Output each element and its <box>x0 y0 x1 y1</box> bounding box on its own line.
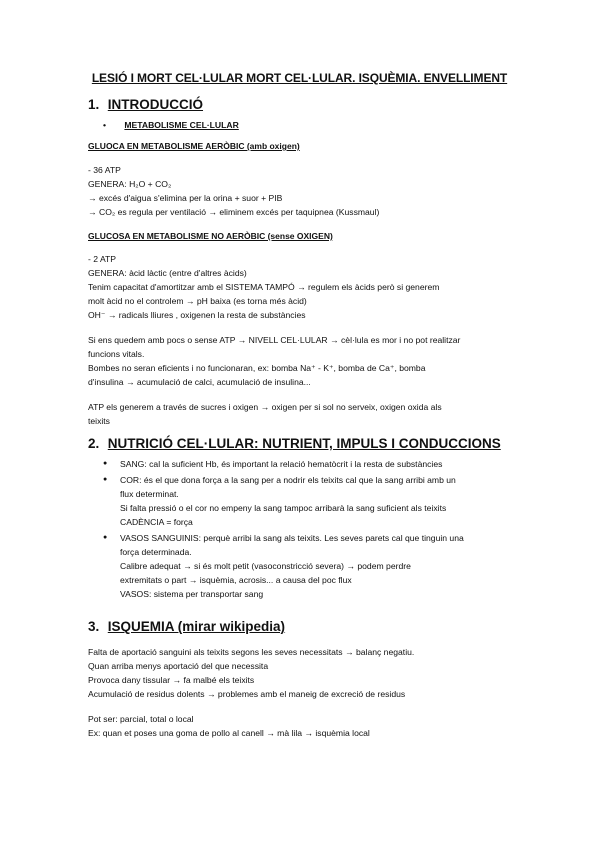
section-3-title: ISQUEMIA (mirar wikipedia) <box>107 619 286 634</box>
paragraph-line: Provoca dany tissular → fa malbé els teixits <box>88 675 255 685</box>
aerobic-line: GENERA: H₂O + CO₂ <box>88 179 172 189</box>
list-item-continuation: flux determinat. <box>120 489 179 499</box>
paragraph-line: Ex: quan et poses una goma de pollo al canell → mà lila → isquèmia local <box>88 728 370 738</box>
list-item-text: VASOS SANGUINIS: perquè arribi la sang als teixits. Les seves parets cal que tinguin una <box>120 533 464 543</box>
paragraph-line: Acumulació de residus dolents → problemes amb el maneig de excreció de residus <box>88 689 406 699</box>
anaerobic-line: Tenim capacitat d'amortitzar amb el SISTEMA TAMPÓ → regulem els àcids però si generem <box>88 282 440 292</box>
list-item-text: SANG: cal la suficient Hb, és important la relació hematòcrit i la resta de substàncies <box>120 459 443 469</box>
bullet-icon: ● <box>103 460 108 467</box>
section-2-number: 2. <box>88 436 100 451</box>
section-1-title: INTRODUCCIÓ <box>107 97 204 112</box>
bullet-icon: ● <box>103 476 108 483</box>
aerobic-line: → CO₂ es regula per ventilació → eliminem excés per taquipnea (Kussmaul) <box>88 207 380 217</box>
paragraph-line: teixits <box>88 416 110 426</box>
list-item-continuation: VASOS: sistema per transportar sang <box>120 589 264 599</box>
paragraph-line: Si ens quedem amb pocs o sense ATP → NIVELL CEL·LULAR → cèl·lula es mor i no pot realitzar <box>88 335 461 345</box>
bullet-icon: ● <box>103 534 108 541</box>
anaerobic-line: - 2 ATP <box>88 254 117 264</box>
section-3-number: 3. <box>88 619 100 634</box>
anaerobic-line: GENERA: àcid làctic (entre d'altres àcids) <box>88 268 247 278</box>
paragraph-line: Bombes no seran eficients i no funcionaran, ex: bomba Na⁺ - K⁺, bomba de Ca⁺, bomba <box>88 363 426 373</box>
list-item-continuation: extremitats o part → isquèmia, acrosis... a causa del poc flux <box>120 575 352 585</box>
aerobic-line: - 36 ATP <box>88 165 121 175</box>
bullet-icon: • <box>103 120 107 130</box>
anaerobic-line: molt àcid no el controlem → pH baixa (es torna més àcid) <box>88 296 307 306</box>
section-3-heading <box>88 619 285 634</box>
document-title: LESIÓ I MORT CEL·LULAR MORT CEL·LULAR. ISQUÈMIA. ENVELLIMENT <box>91 71 508 85</box>
section-1-number: 1. <box>88 97 100 112</box>
anaerobic-line: OH⁻ → radicals lliures , oxigenen la resta de substàncies <box>88 310 306 320</box>
section-2-title: NUTRICIÓ CEL·LULAR: NUTRIENT, IMPULS I CONDUCCIONS <box>107 436 501 451</box>
paragraph-line: ATP els generem a través de sucres i oxigen → oxigen per si sol no serveix, oxigen oxida als <box>88 402 442 412</box>
paragraph-line: Quan arriba menys aportació del que necessita <box>88 661 269 671</box>
section-1-heading <box>88 97 203 112</box>
list-item-text: COR: és el que dona força a la sang per a nodrir els teixits cal que la sang arribi amb un <box>120 475 456 485</box>
list-item-continuation: Si falta pressió o el cor no empeny la sang tampoc arribarà la sang suficient als teixits <box>120 503 447 513</box>
paragraph-line: d'insulina → acumulació de calci, acumulació de insulina... <box>88 377 311 387</box>
paragraph-line: Falta de aportació sanguini als teixits segons les seves necessitats → balanç negatiu. <box>88 647 415 657</box>
section-1-bullet <box>103 120 239 130</box>
aerobic-heading: GLUOCA EN METABOLISME AERÒBIC (amb oxigen) <box>88 141 300 151</box>
paragraph-line: funcions vitals. <box>88 349 145 359</box>
list-item-continuation: Calibre adequat → si és molt petit (vasoconstricció severa) → podem perdre <box>120 561 411 571</box>
paragraph-line: Pot ser: parcial, total o local <box>88 714 194 724</box>
list-item-continuation: força determinada. <box>120 547 192 557</box>
list-item-continuation: CADÈNCIA = força <box>120 517 193 527</box>
aerobic-line: → excés d'aigua s'elimina per la orina + suor + PIB <box>88 193 283 203</box>
section-2-heading <box>88 436 501 451</box>
section-1-bullet-label: METABOLISME CEL·LULAR <box>124 120 239 130</box>
anaerobic-heading: GLUCOSA EN METABOLISME NO AERÒBIC (sense OXIGEN) <box>88 231 333 241</box>
